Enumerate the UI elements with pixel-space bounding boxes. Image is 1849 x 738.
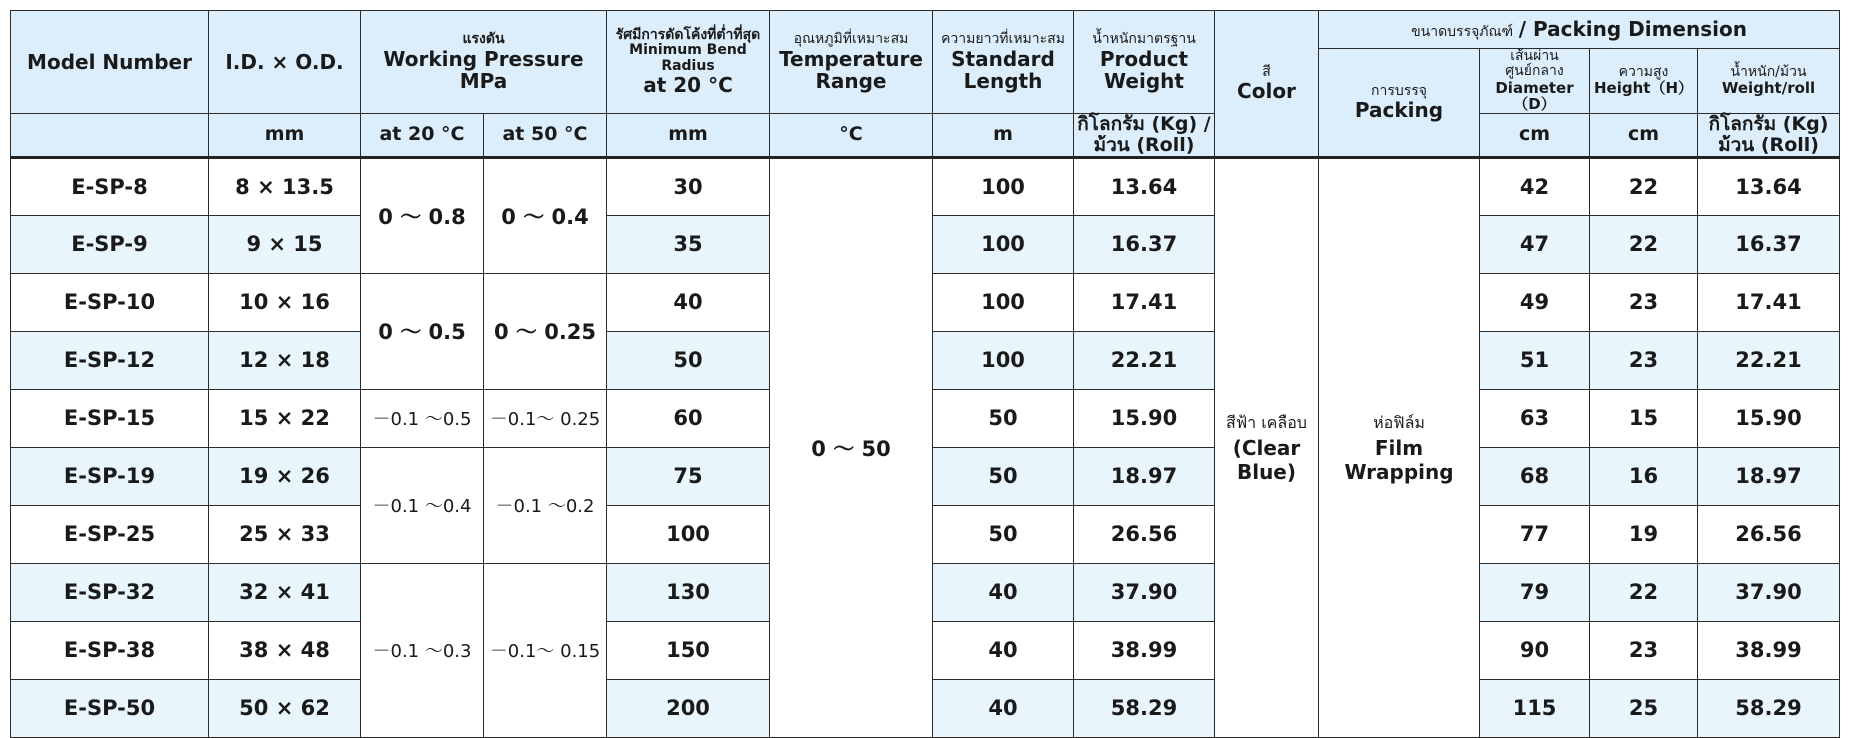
cell-idod: 10 × 16 [209, 273, 361, 331]
cell-length: 100 [933, 273, 1074, 331]
header-pressure: แรงดัน Working Pressure MPa [361, 11, 607, 114]
cell-pressure-50: －0.1～ 0.25 [484, 389, 607, 447]
cell-bend: 75 [607, 447, 770, 505]
unit-weight: กิโลกรัม (Kg) / ม้วน (Roll) [1074, 113, 1215, 157]
cell-temperature: 0 ～ 50 [770, 157, 933, 737]
cell-length: 100 [933, 331, 1074, 389]
cell-bend: 200 [607, 679, 770, 737]
cell-weight-roll: 26.56 [1698, 505, 1840, 563]
cell-model: E-SP-50 [11, 679, 209, 737]
cell-height: 22 [1590, 215, 1698, 273]
spec-table [10, 10, 1840, 738]
cell-bend: 30 [607, 157, 770, 215]
cell-weight: 13.64 [1074, 157, 1215, 215]
cell-idod: 12 × 18 [209, 331, 361, 389]
cell-model: E-SP-38 [11, 621, 209, 679]
cell-bend: 130 [607, 563, 770, 621]
cell-idod: 15 × 22 [209, 389, 361, 447]
unit-at20: at 20 °C [361, 113, 484, 157]
cell-length: 50 [933, 389, 1074, 447]
header-bend-radius: รัศมีการดัดโค้งที่ต่ำที่สุด Minimum Bend Radius at 20 °C [607, 11, 770, 114]
cell-weight: 37.90 [1074, 563, 1215, 621]
cell-color: สีฟ้า เคลือบ (Clear Blue) [1215, 157, 1319, 737]
cell-idod: 25 × 33 [209, 505, 361, 563]
cell-model: E-SP-32 [11, 563, 209, 621]
cell-diameter: 68 [1480, 447, 1590, 505]
cell-height: 22 [1590, 157, 1698, 215]
header-packing-dimension: ขนาดบรรจุภัณฑ์ / Packing Dimension [1319, 11, 1840, 49]
cell-model: E-SP-25 [11, 505, 209, 563]
cell-height: 19 [1590, 505, 1698, 563]
header-model: Model Number [11, 11, 209, 114]
header-weight: น้ำหนักมาตรฐาน Product Weight [1074, 11, 1215, 114]
cell-model: E-SP-12 [11, 331, 209, 389]
cell-packing: ห่อฟิล์ม Film Wrapping [1319, 157, 1480, 737]
cell-bend: 40 [607, 273, 770, 331]
unit-length: m [933, 113, 1074, 157]
cell-height: 15 [1590, 389, 1698, 447]
unit-at50: at 50 °C [484, 113, 607, 157]
header-color: สี Color [1215, 11, 1319, 158]
cell-height: 23 [1590, 621, 1698, 679]
header-temperature: อุณหภูมิที่เหมาะสม Temperature Range [770, 11, 933, 114]
cell-diameter: 51 [1480, 331, 1590, 389]
cell-pressure-20: －0.1 ～0.3 [361, 563, 484, 737]
cell-weight: 58.29 [1074, 679, 1215, 737]
cell-length: 40 [933, 679, 1074, 737]
cell-bend: 150 [607, 621, 770, 679]
cell-pressure-20: －0.1 ～0.4 [361, 447, 484, 563]
cell-weight: 22.21 [1074, 331, 1215, 389]
cell-length: 40 [933, 621, 1074, 679]
cell-pressure-50: －0.1 ～0.2 [484, 447, 607, 563]
cell-weight: 18.97 [1074, 447, 1215, 505]
cell-idod: 50 × 62 [209, 679, 361, 737]
cell-diameter: 63 [1480, 389, 1590, 447]
cell-weight: 38.99 [1074, 621, 1215, 679]
cell-weight: 16.37 [1074, 215, 1215, 273]
cell-pressure-20: 0 ～ 0.8 [361, 157, 484, 273]
unit-idod: mm [209, 113, 361, 157]
cell-pressure-20: －0.1 ～0.5 [361, 389, 484, 447]
cell-diameter: 42 [1480, 157, 1590, 215]
cell-diameter: 90 [1480, 621, 1590, 679]
cell-idod: 38 × 48 [209, 621, 361, 679]
unit-weight-roll: กิโลกรัม (Kg) ม้วน (Roll) [1698, 113, 1840, 157]
cell-idod: 9 × 15 [209, 215, 361, 273]
unit-model [11, 113, 209, 157]
header-weight-roll: น้ำหนัก/ม้วน Weight/roll [1698, 49, 1840, 114]
cell-diameter: 77 [1480, 505, 1590, 563]
cell-model: E-SP-9 [11, 215, 209, 273]
cell-weight: 26.56 [1074, 505, 1215, 563]
cell-bend: 60 [607, 389, 770, 447]
cell-bend: 35 [607, 215, 770, 273]
cell-height: 23 [1590, 273, 1698, 331]
cell-length: 50 [933, 447, 1074, 505]
cell-model: E-SP-19 [11, 447, 209, 505]
cell-weight-roll: 22.21 [1698, 331, 1840, 389]
cell-weight: 17.41 [1074, 273, 1215, 331]
table-row [11, 157, 1840, 215]
cell-weight-roll: 37.90 [1698, 563, 1840, 621]
cell-idod: 32 × 41 [209, 563, 361, 621]
cell-diameter: 79 [1480, 563, 1590, 621]
cell-weight-roll: 17.41 [1698, 273, 1840, 331]
cell-pressure-20: 0 ～ 0.5 [361, 273, 484, 389]
cell-height: 23 [1590, 331, 1698, 389]
header-length: ความยาวที่เหมาะสม Standard Length [933, 11, 1074, 114]
cell-weight-roll: 38.99 [1698, 621, 1840, 679]
cell-length: 100 [933, 215, 1074, 273]
cell-weight: 15.90 [1074, 389, 1215, 447]
header-idod: I.D. × O.D. [209, 11, 361, 114]
cell-model: E-SP-15 [11, 389, 209, 447]
unit-height: cm [1590, 113, 1698, 157]
cell-weight-roll: 16.37 [1698, 215, 1840, 273]
cell-weight-roll: 13.64 [1698, 157, 1840, 215]
cell-model: E-SP-8 [11, 157, 209, 215]
unit-bend: mm [607, 113, 770, 157]
cell-length: 50 [933, 505, 1074, 563]
cell-bend: 50 [607, 331, 770, 389]
cell-diameter: 49 [1480, 273, 1590, 331]
cell-pressure-50: 0 ～ 0.4 [484, 157, 607, 273]
header-height: ความสูง Height（H） [1590, 49, 1698, 114]
unit-diameter: cm [1480, 113, 1590, 157]
cell-model: E-SP-10 [11, 273, 209, 331]
cell-weight-roll: 58.29 [1698, 679, 1840, 737]
header-packing: การบรรจุ Packing [1319, 49, 1480, 158]
cell-diameter: 115 [1480, 679, 1590, 737]
cell-length: 40 [933, 563, 1074, 621]
cell-idod: 8 × 13.5 [209, 157, 361, 215]
cell-length: 100 [933, 157, 1074, 215]
header-diameter: เส้นผ่านศูนย์กลาง Diameter（D） [1480, 49, 1590, 114]
cell-height: 25 [1590, 679, 1698, 737]
cell-height: 16 [1590, 447, 1698, 505]
cell-diameter: 47 [1480, 215, 1590, 273]
cell-pressure-50: －0.1～ 0.15 [484, 563, 607, 737]
cell-pressure-50: 0 ～ 0.25 [484, 273, 607, 389]
cell-idod: 19 × 26 [209, 447, 361, 505]
cell-height: 22 [1590, 563, 1698, 621]
cell-weight-roll: 18.97 [1698, 447, 1840, 505]
cell-weight-roll: 15.90 [1698, 389, 1840, 447]
cell-bend: 100 [607, 505, 770, 563]
unit-temp: °C [770, 113, 933, 157]
